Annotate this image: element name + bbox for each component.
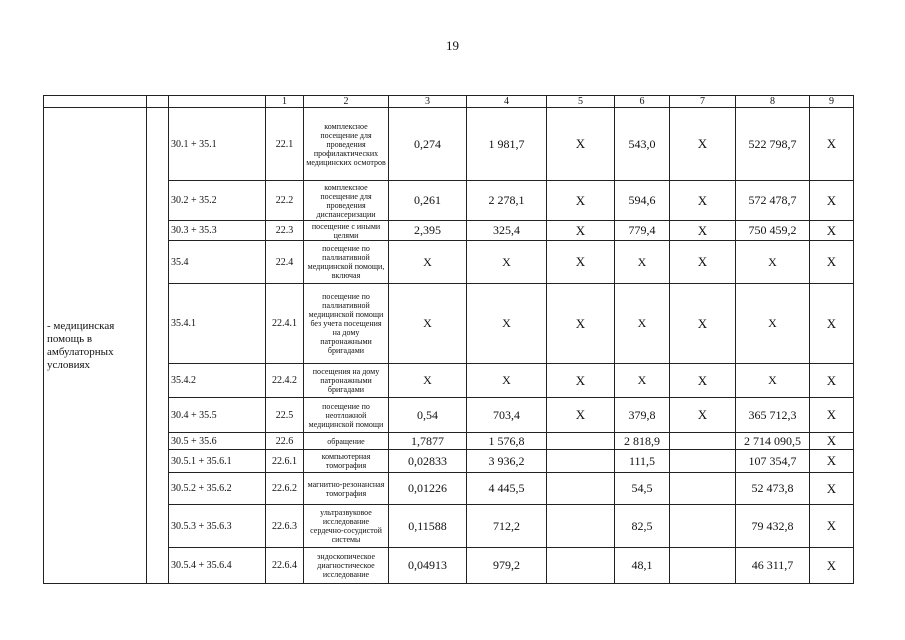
row-lines-cell: 30.5.2 + 35.6.2 [169, 473, 266, 505]
value-col3-cell: 2,395 [389, 221, 467, 241]
value-col9-cell: X [810, 450, 854, 473]
row-code-cell: 22.6.1 [266, 450, 304, 473]
data-table [43, 95, 854, 584]
row-lines-cell: 35.4 [169, 241, 266, 284]
row-name-cell: комплексное посещение для проведения профилактических медицинских осмотров [304, 108, 389, 181]
value-col9-cell: X [810, 398, 854, 433]
value-col4-cell: 325,4 [467, 221, 547, 241]
row-code-cell: 22.2 [266, 181, 304, 221]
value-col4-cell: 979,2 [467, 548, 547, 584]
row-code-cell: 22.4 [266, 241, 304, 284]
value-col3-cell: X [389, 241, 467, 284]
row-lines-cell: 30.1 + 35.1 [169, 108, 266, 181]
value-col4-cell: 1 981,7 [467, 108, 547, 181]
page-number: 19 [446, 38, 459, 53]
value-col4-cell: 3 936,2 [467, 450, 547, 473]
row-name-cell: комплексное посещение для проведения диспансеризации [304, 181, 389, 221]
value-col3-cell: X [389, 364, 467, 398]
header-cell: 7 [670, 96, 736, 108]
row-lines-cell: 30.5 + 35.6 [169, 433, 266, 450]
header-cell [147, 96, 169, 108]
value-col6-cell: X [615, 364, 670, 398]
value-col6-cell: 779,4 [615, 221, 670, 241]
row-code-cell: 22.3 [266, 221, 304, 241]
row-code-cell: 22.6.2 [266, 473, 304, 505]
value-col6-cell: X [615, 241, 670, 284]
value-col3-cell: 0,11588 [389, 505, 467, 548]
value-col9-cell: X [810, 473, 854, 505]
row-name-cell: ультразвуковое исследование сердечно-сосудистой системы [304, 505, 389, 548]
header-cell: 6 [615, 96, 670, 108]
value-col5-cell: X [547, 364, 615, 398]
value-col9-cell: X [810, 505, 854, 548]
value-col6-cell: 594,6 [615, 181, 670, 221]
value-col7-cell: X [670, 181, 736, 221]
header-cell: 9 [810, 96, 854, 108]
value-col3-cell: X [389, 284, 467, 364]
value-col5-cell [547, 450, 615, 473]
value-col5-cell: X [547, 284, 615, 364]
value-col4-cell: X [467, 284, 547, 364]
value-col7-cell: X [670, 241, 736, 284]
row-name-cell: эндоскопическое диагностическое исследование [304, 548, 389, 584]
value-col6-cell: 111,5 [615, 450, 670, 473]
value-col5-cell: X [547, 241, 615, 284]
value-col5-cell [547, 433, 615, 450]
value-col9-cell: X [810, 364, 854, 398]
value-col3-cell: 0,04913 [389, 548, 467, 584]
value-col8-cell: X [736, 364, 810, 398]
value-col3-cell: 0,54 [389, 398, 467, 433]
value-col9-cell: X [810, 108, 854, 181]
value-col6-cell: X [615, 284, 670, 364]
value-col8-cell: 750 459,2 [736, 221, 810, 241]
row-code-cell: 22.6 [266, 433, 304, 450]
value-col3-cell: 0,261 [389, 181, 467, 221]
value-col5-cell [547, 548, 615, 584]
row-lines-cell: 30.5.4 + 35.6.4 [169, 548, 266, 584]
value-col7-cell: X [670, 108, 736, 181]
header-cell: 4 [467, 96, 547, 108]
value-col3-cell: 0,02833 [389, 450, 467, 473]
row-code-cell: 22.6.4 [266, 548, 304, 584]
value-col4-cell: 703,4 [467, 398, 547, 433]
header-cell: 5 [547, 96, 615, 108]
value-col4-cell: 4 445,5 [467, 473, 547, 505]
row-name-cell: магнитно-резонансная томография [304, 473, 389, 505]
value-col7-cell: X [670, 398, 736, 433]
header-cell: 3 [389, 96, 467, 108]
value-col9-cell: X [810, 548, 854, 584]
value-col8-cell: 365 712,3 [736, 398, 810, 433]
row-code-cell: 22.5 [266, 398, 304, 433]
category-label-cell: - медицинская помощь в амбулаторных условиях [44, 108, 147, 584]
value-col8-cell: 522 798,7 [736, 108, 810, 181]
value-col5-cell: X [547, 108, 615, 181]
value-col7-cell: X [670, 221, 736, 241]
row-code-cell: 22.1 [266, 108, 304, 181]
row-lines-cell: 30.4 + 35.5 [169, 398, 266, 433]
value-col6-cell: 48,1 [615, 548, 670, 584]
value-col7-cell [670, 450, 736, 473]
row-name-cell: посещение по неотложной медицинской помощи [304, 398, 389, 433]
value-col4-cell: 2 278,1 [467, 181, 547, 221]
row-code-cell: 22.4.2 [266, 364, 304, 398]
header-cell: 1 [266, 96, 304, 108]
row-name-cell: компьютерная томография [304, 450, 389, 473]
value-col4-cell: 712,2 [467, 505, 547, 548]
row-code-cell: 22.6.3 [266, 505, 304, 548]
value-col8-cell: 572 478,7 [736, 181, 810, 221]
value-col4-cell: X [467, 241, 547, 284]
value-col8-cell: 107 354,7 [736, 450, 810, 473]
value-col9-cell: X [810, 284, 854, 364]
value-col7-cell [670, 548, 736, 584]
value-col8-cell: 79 432,8 [736, 505, 810, 548]
row-lines-cell: 30.3 + 35.3 [169, 221, 266, 241]
value-col9-cell: X [810, 433, 854, 450]
value-col3-cell: 0,274 [389, 108, 467, 181]
value-col4-cell: 1 576,8 [467, 433, 547, 450]
value-col7-cell: X [670, 284, 736, 364]
value-col8-cell: X [736, 241, 810, 284]
value-col6-cell: 54,5 [615, 473, 670, 505]
vertical-label-cell [147, 108, 169, 584]
row-lines-cell: 35.4.1 [169, 284, 266, 364]
row-lines-cell: 30.5.1 + 35.6.1 [169, 450, 266, 473]
value-col5-cell [547, 505, 615, 548]
table-row [44, 108, 854, 181]
row-name-cell: посещение с иными целями [304, 221, 389, 241]
row-lines-cell: 35.4.2 [169, 364, 266, 398]
value-col3-cell: 0,01226 [389, 473, 467, 505]
value-col7-cell [670, 505, 736, 548]
row-name-cell: посещение по паллиативной медицинской помощи без учета посещения на дому патронажными бригадами [304, 284, 389, 364]
value-col7-cell [670, 433, 736, 450]
row-name-cell: посещения на дому патронажными бригадами [304, 364, 389, 398]
value-col8-cell: X [736, 284, 810, 364]
value-col5-cell: X [547, 221, 615, 241]
value-col8-cell: 46 311,7 [736, 548, 810, 584]
value-col6-cell: 543,0 [615, 108, 670, 181]
header-cell: 8 [736, 96, 810, 108]
value-col6-cell: 82,5 [615, 505, 670, 548]
value-col5-cell [547, 473, 615, 505]
value-col9-cell: X [810, 181, 854, 221]
header-row [44, 96, 854, 108]
row-name-cell: обращение [304, 433, 389, 450]
header-cell [169, 96, 266, 108]
value-col3-cell: 1,7877 [389, 433, 467, 450]
row-name-cell: посещение по паллиативной медицинской помощи, включая [304, 241, 389, 284]
value-col6-cell: 2 818,9 [615, 433, 670, 450]
row-lines-cell: 30.5.3 + 35.6.3 [169, 505, 266, 548]
value-col7-cell [670, 473, 736, 505]
header-cell [44, 96, 147, 108]
value-col4-cell: X [467, 364, 547, 398]
value-col9-cell: X [810, 241, 854, 284]
value-col5-cell: X [547, 181, 615, 221]
row-lines-cell: 30.2 + 35.2 [169, 181, 266, 221]
header-cell: 2 [304, 96, 389, 108]
value-col8-cell: 2 714 090,5 [736, 433, 810, 450]
value-col9-cell: X [810, 221, 854, 241]
value-col8-cell: 52 473,8 [736, 473, 810, 505]
value-col6-cell: 379,8 [615, 398, 670, 433]
value-col5-cell: X [547, 398, 615, 433]
value-col7-cell: X [670, 364, 736, 398]
row-code-cell: 22.4.1 [266, 284, 304, 364]
